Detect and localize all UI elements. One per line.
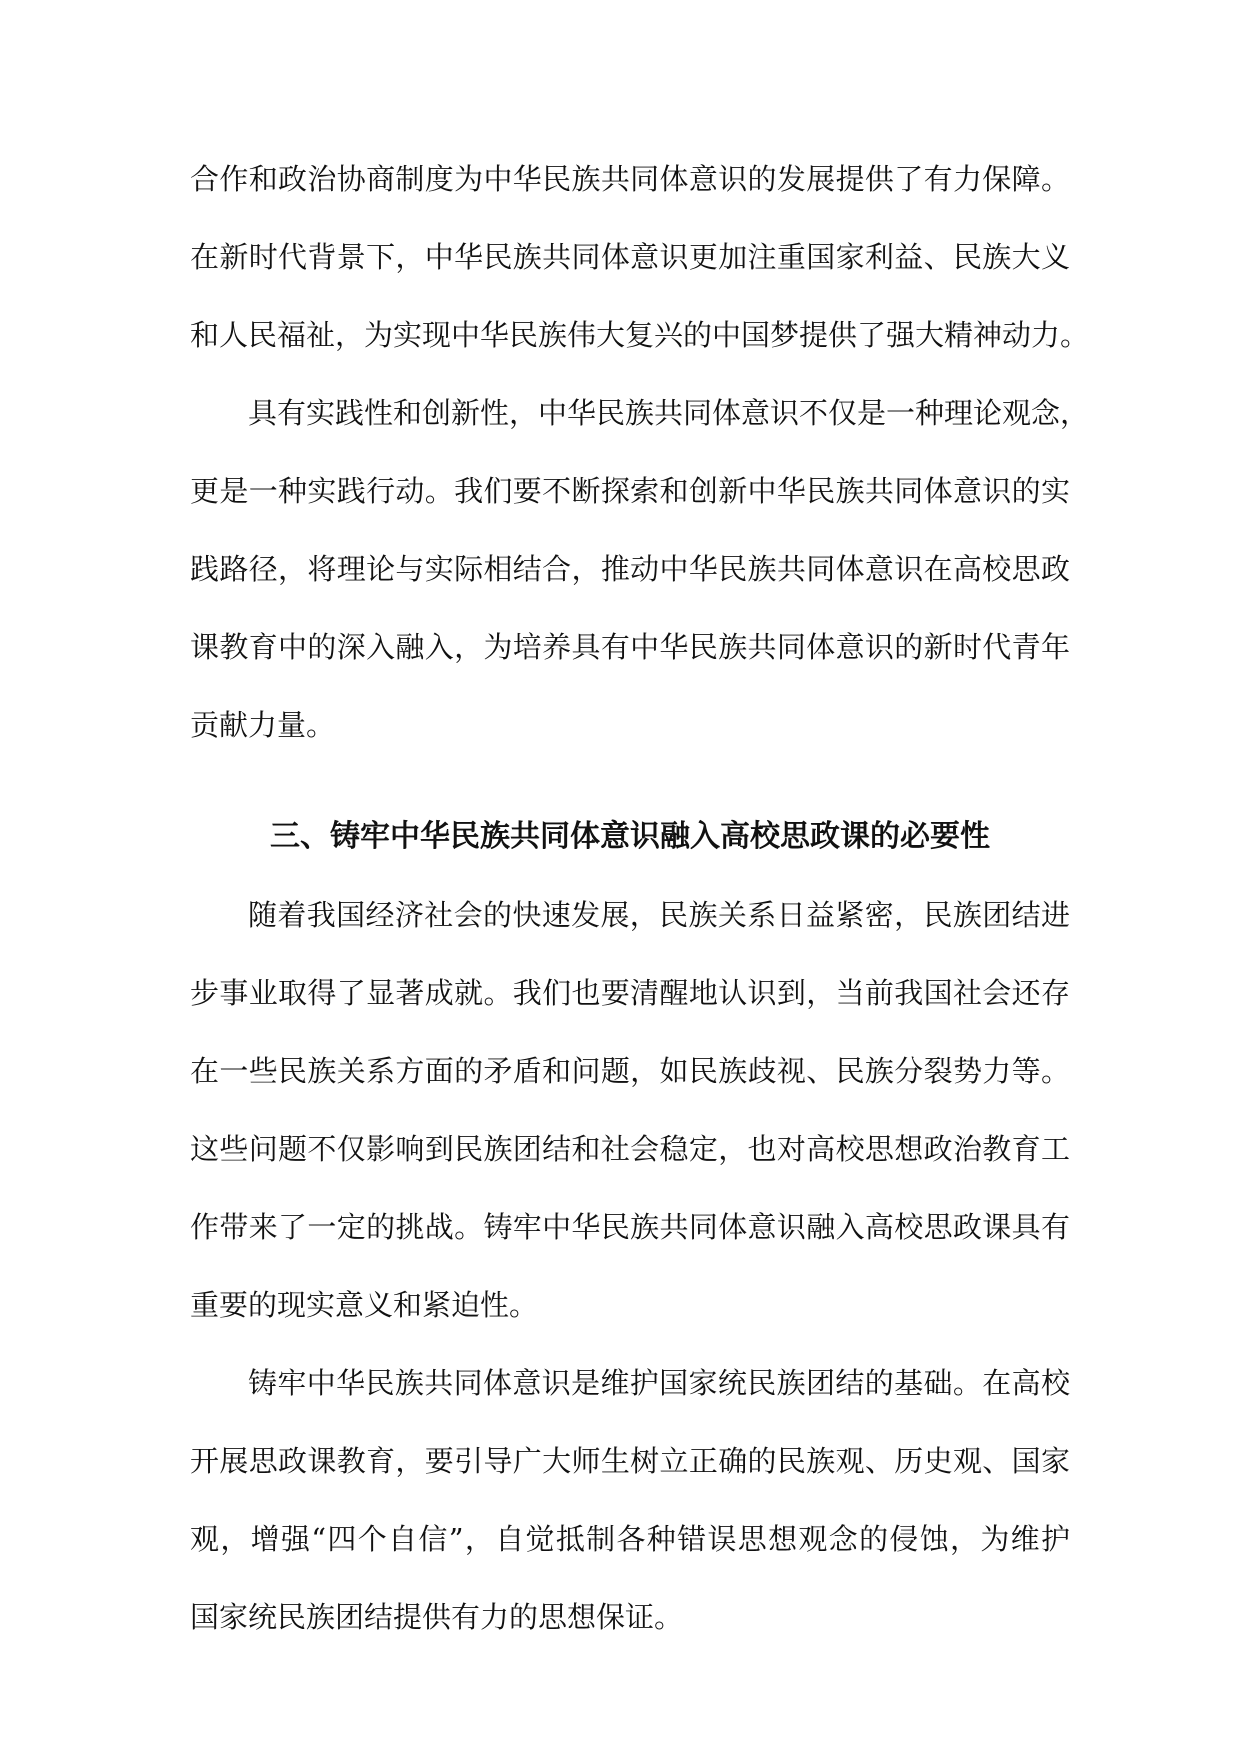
paragraph-line: 国家统民族团结提供有力的思想保证。 [190,1600,684,1634]
paragraph-line: 更是一种实践行动。我们要不断探索和创新中华民族共同体意识的实 [190,474,1070,508]
paragraph-line: 作带来了一定的挑战。铸牢中华民族共同体意识融入高校思政课具有 [190,1210,1070,1244]
paragraph-line: 在一些民族关系方面的矛盾和问题，如民族歧视、民族分裂势力等。 [190,1054,1070,1088]
paragraph-line: 观，增强“四个自信”，自觉抵制各种错误思想观念的侵蚀，为维护 [190,1522,1070,1556]
paragraph [190,140,1090,374]
paragraph-line: 铸牢中华民族共同体意识是维护国家统民族团结的基础。在高校 [248,1366,1070,1400]
section-heading: 三、铸牢中华民族共同体意识融入高校思政课的必要性 [270,819,990,854]
paragraph-line: 合作和政治协商制度为中华民族共同体意识的发展提供了有力保障。 [190,162,1070,196]
paragraph [190,876,1070,1344]
paragraph-line: 开展思政课教育，要引导广大师生树立正确的民族观、历史观、国家 [190,1444,1070,1478]
paragraph [190,374,1090,764]
paragraph-line: 这些问题不仅影响到民族团结和社会稳定，也对高校思想政治教育工 [190,1132,1070,1166]
document-body [190,140,1090,1656]
paragraph [190,1344,1070,1656]
paragraph-line: 践路径，将理论与实际相结合，推动中华民族共同体意识在高校思政 [190,552,1070,586]
paragraph-line: 和人民福祉，为实现中华民族伟大复兴的中国梦提供了强大精神动力。 [190,318,1090,352]
paragraph-line: 随着我国经济社会的快速发展，民族关系日益紧密，民族团结进 [248,898,1070,932]
paragraph-line: 具有实践性和创新性，中华民族共同体意识不仅是一种理论观念， [248,396,1090,430]
paragraph-line: 贡献力量。 [190,708,336,742]
paragraph-line: 在新时代背景下，中华民族共同体意识更加注重国家利益、民族大义 [190,240,1070,274]
paragraph-line: 课教育中的深入融入，为培养具有中华民族共同体意识的新时代青年 [190,630,1070,664]
paragraph-line: 重要的现实意义和紧迫性。 [190,1288,539,1322]
paragraph-line: 步事业取得了显著成就。我们也要清醒地认识到，当前我国社会还存 [190,976,1070,1010]
